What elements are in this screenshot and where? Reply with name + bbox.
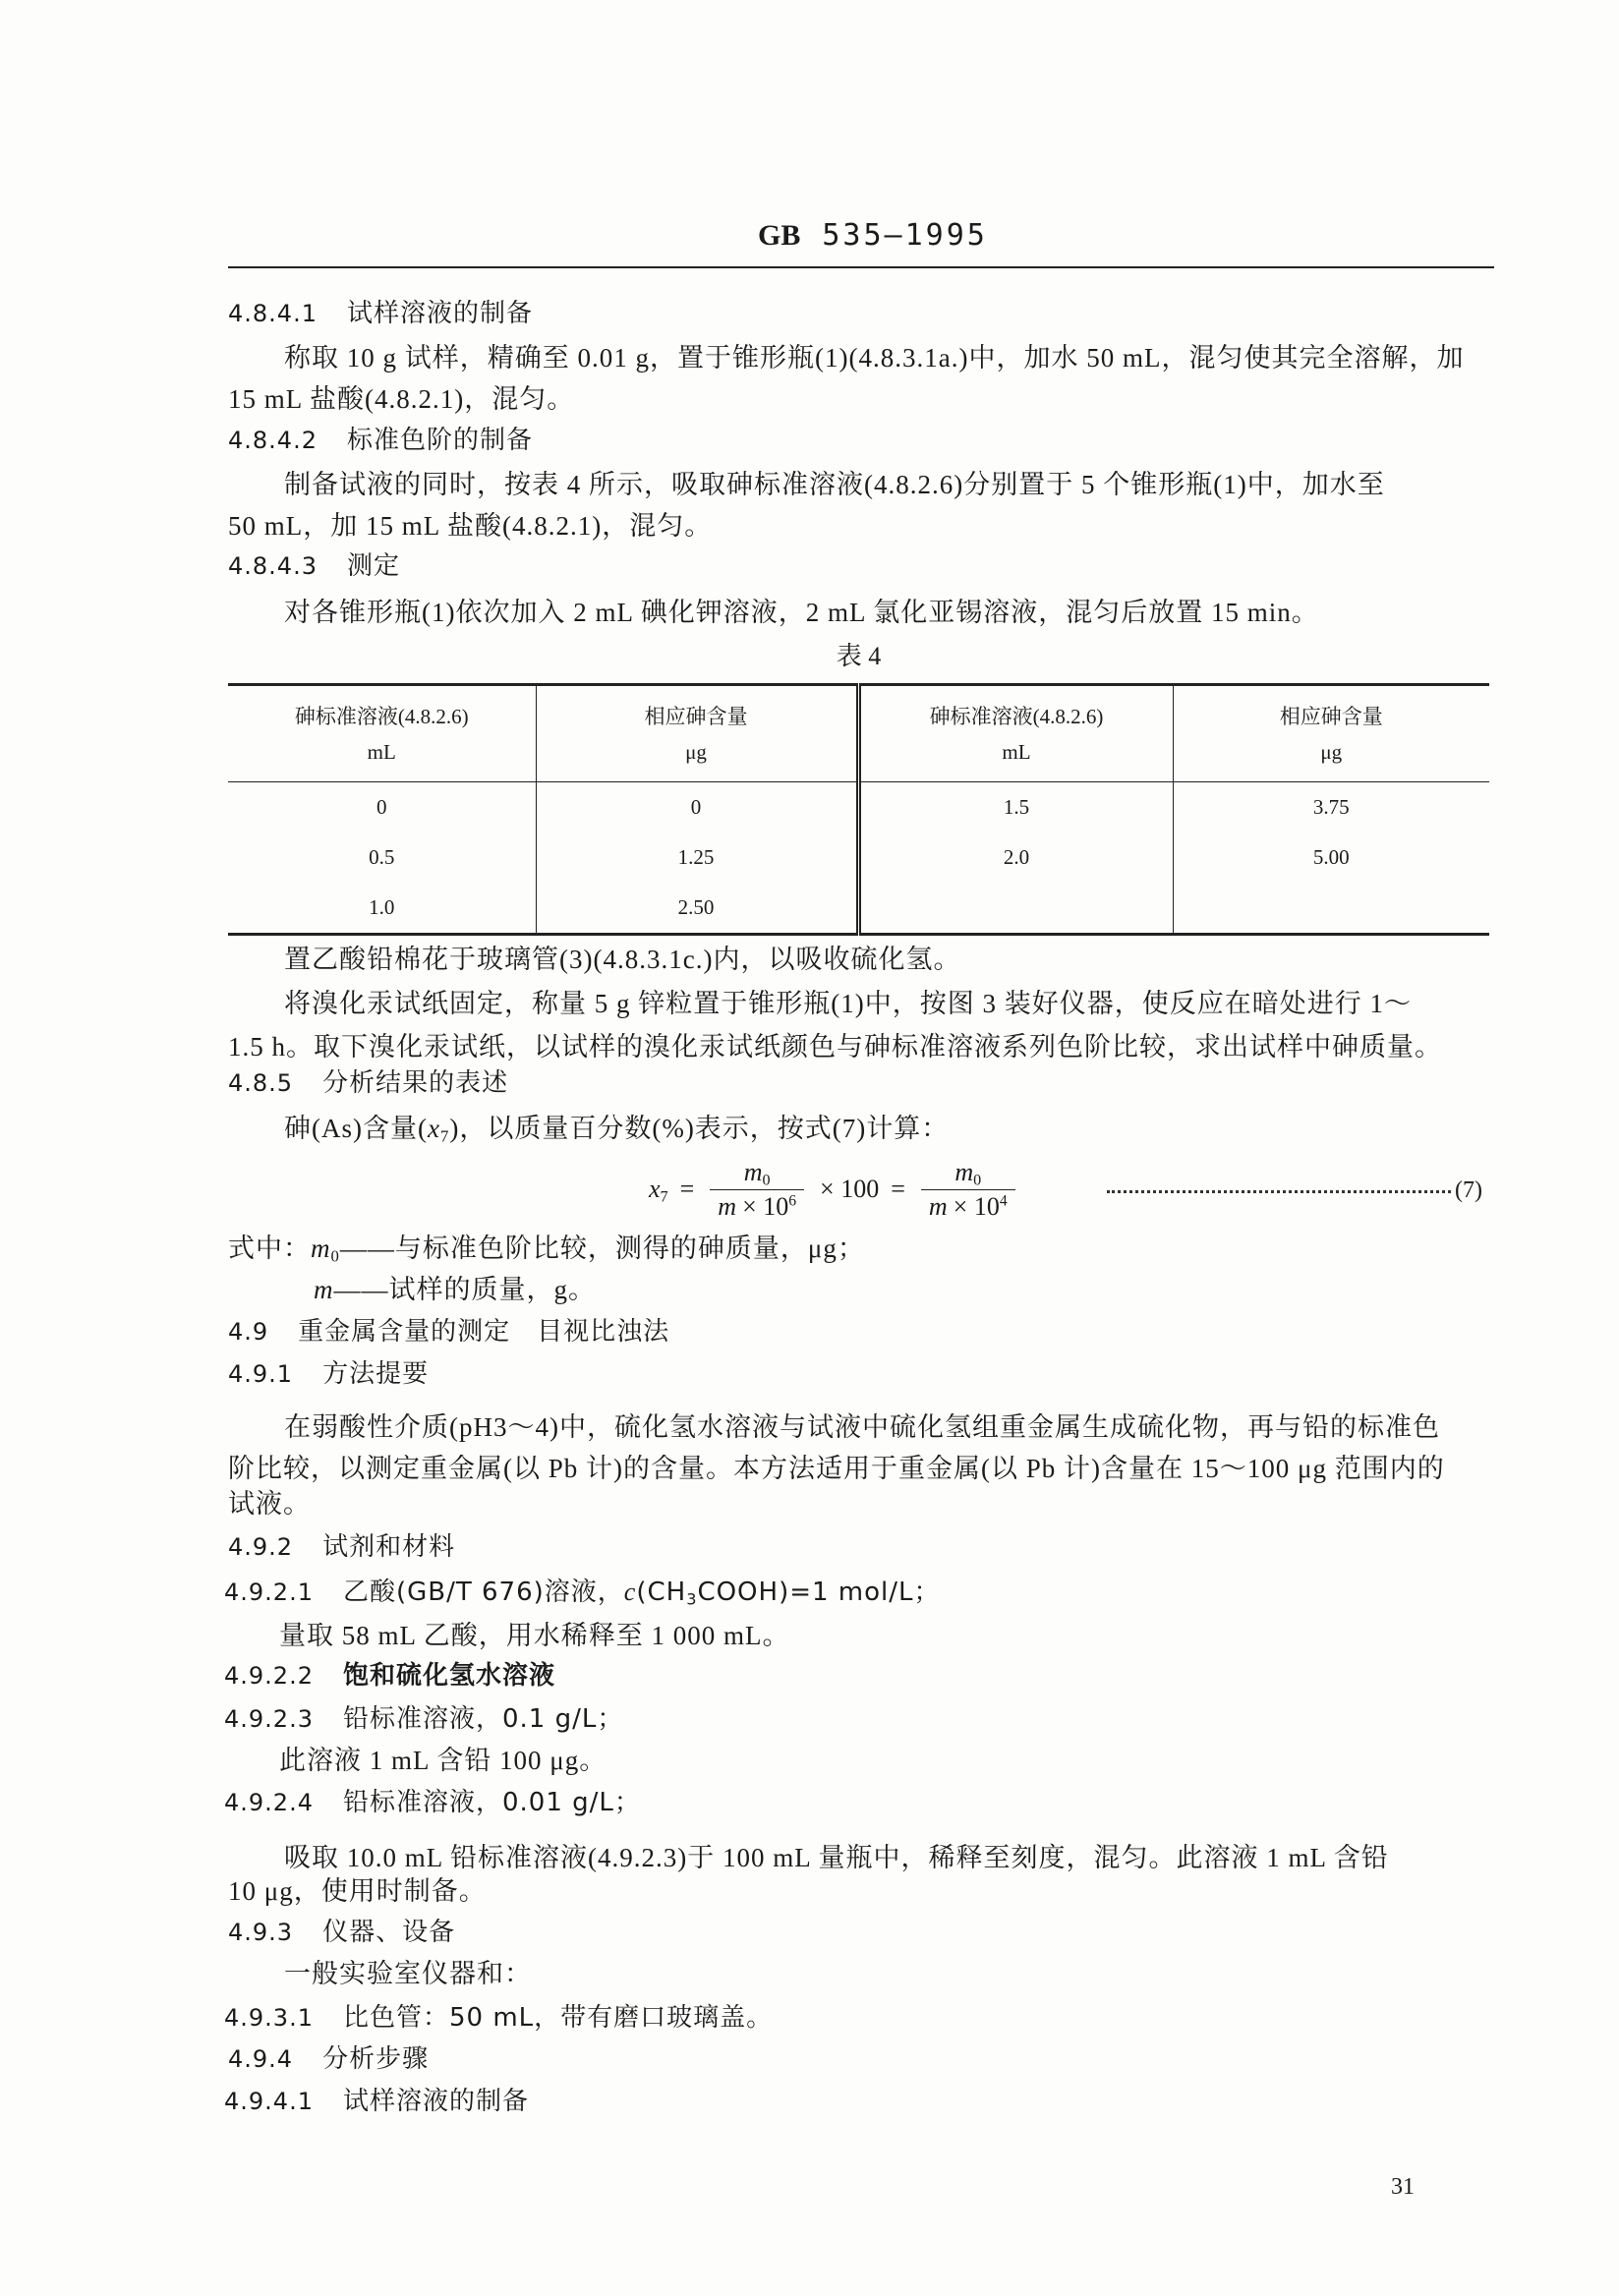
clause-number: 4.9.2.3 xyxy=(224,1705,314,1733)
clause-4-8-4-3 xyxy=(228,551,400,581)
clause-number: 4.8.5 xyxy=(228,1069,294,1097)
table-cell: 2.0 xyxy=(858,832,1173,883)
variable-m: m xyxy=(928,1191,948,1221)
paragraph-line: 试液。 xyxy=(228,1489,311,1519)
clause-title: 分析结果的表述 xyxy=(322,1068,509,1098)
variable-x: x xyxy=(649,1175,661,1203)
header-rule xyxy=(228,266,1494,268)
clause-title: 试样溶液的制备 xyxy=(346,299,533,328)
clause-title: 比色管：50 mL，带有磨口玻璃盖。 xyxy=(342,2003,774,2033)
clause-4-9-2 xyxy=(228,1532,455,1562)
column-name: 相应砷含量 xyxy=(644,704,748,728)
clause-title: 分析步骤 xyxy=(322,2044,430,2074)
paragraph-line: 称取 10 g 试样，精确至 0.01 g，置于锥形瓶(1)(4.8.3.1a.)中，加水 50 mL，混匀使其完全溶解，加 xyxy=(284,343,1465,373)
table-row xyxy=(228,832,1489,883)
clause-title: 铅标准溶液，0.01 g/L； xyxy=(342,1788,641,1817)
text-segment: )，以质量百分数(%)表示，按式(7)计算： xyxy=(449,1114,950,1143)
clause-number: 4.8.4.2 xyxy=(228,427,318,454)
clause-number: 4.9.4 xyxy=(228,2045,294,2073)
equation-number: (7) xyxy=(1455,1177,1482,1203)
clause-number: 4.8.4.1 xyxy=(228,300,318,327)
variable-m: m xyxy=(311,1234,331,1263)
dotted-leader xyxy=(1107,1190,1451,1193)
fraction-2 xyxy=(921,1157,1015,1223)
paragraph-line: 阶比较，以测定重金属(以 Pb 计)的含量。本方法适用于重金属(以 Pb 计)含量在 15～100 μg 范围内的 xyxy=(228,1454,1445,1483)
formula-lhs xyxy=(649,1175,668,1204)
page-number: 31 xyxy=(1391,2174,1415,2200)
equals-sign: = xyxy=(679,1175,695,1203)
variable-m: m xyxy=(314,1275,334,1304)
formula-7 xyxy=(649,1152,1019,1227)
column-name: 砷标准溶液(4.8.2.6) xyxy=(929,704,1104,728)
paragraph-line: 50 mL，加 15 mL 盐酸(4.8.2.1)，混匀。 xyxy=(228,511,713,541)
clause-4-9-2-4 xyxy=(224,1788,641,1817)
clause-title: 重金属含量的测定 目视比浊法 xyxy=(298,1317,670,1347)
standard-code-number: 535—1995 xyxy=(822,218,988,253)
column-name: 砷标准溶液(4.8.2.6) xyxy=(294,704,469,728)
clause-number: 4.9.2.1 xyxy=(224,1578,314,1606)
paragraph-line: 在弱酸性介质(pH3～4)中，硫化氢水溶液与试液中硫化氢组重金属生成硫化物，再与铅的标准色 xyxy=(284,1412,1440,1442)
paragraph-line xyxy=(284,1114,950,1146)
subscript: 3 xyxy=(686,1589,698,1609)
paragraph-line: 量取 58 mL 乙酸，用水稀释至 1 000 mL。 xyxy=(279,1621,790,1650)
table-caption: 表 4 xyxy=(836,642,882,670)
standard-code-header xyxy=(758,218,988,254)
exponent: 4 xyxy=(999,1191,1008,1209)
column-name: 相应砷含量 xyxy=(1279,704,1383,728)
subscript: 0 xyxy=(973,1172,982,1188)
column-unit: μg xyxy=(685,739,707,764)
clause-4-9-4 xyxy=(228,2044,429,2074)
paragraph-line: 15 mL 盐酸(4.8.2.1)，混匀。 xyxy=(228,384,575,414)
where-label: 式中： xyxy=(228,1234,311,1263)
table-cell: 3.75 xyxy=(1312,795,1350,819)
denominator-factor: × 10 xyxy=(953,1191,1000,1221)
paragraph-line: 置乙酸铅棉花于玻璃管(3)(4.8.3.1c.)内，以吸收硫化氢。 xyxy=(284,945,961,974)
clause-4-9 xyxy=(228,1317,669,1347)
clause-4-9-3-1 xyxy=(224,2003,773,2033)
equals-sign: = xyxy=(891,1175,905,1203)
table-header-cell xyxy=(858,685,1173,782)
column-unit: mL xyxy=(367,739,396,764)
denominator-factor: × 10 xyxy=(742,1191,789,1221)
denominator xyxy=(710,1189,804,1223)
table-cell: 0 xyxy=(536,782,858,833)
variable-m: m xyxy=(954,1157,974,1186)
column-unit: μg xyxy=(1320,739,1343,764)
clause-title: 方法提要 xyxy=(322,1359,430,1389)
clause-number: 4.8.4.3 xyxy=(228,552,318,580)
paragraph-line: 制备试液的同时，按表 4 所示，吸取砷标准溶液(4.8.2.6)分别置于 5 个锥形瓶(1)中，加水至 xyxy=(284,470,1385,499)
table-header-cell xyxy=(228,685,536,782)
text-segment: COOH)=1 mol/L； xyxy=(697,1578,941,1607)
standard-code-prefix: GB xyxy=(758,219,801,252)
table-cell-empty xyxy=(1173,883,1489,935)
text-segment: (CH xyxy=(636,1578,687,1607)
table-cell-empty xyxy=(858,883,1173,935)
clause-number: 4.9.3.1 xyxy=(224,2004,314,2032)
clause-number: 4.9 xyxy=(228,1318,269,1346)
clause-4-8-5 xyxy=(228,1068,508,1098)
table-cell: 1.0 xyxy=(228,883,536,935)
clause-4-8-4-2 xyxy=(228,426,533,455)
clause-number: 4.9.3 xyxy=(228,1919,294,1946)
subscript: 0 xyxy=(762,1172,771,1188)
table-header-cell xyxy=(536,685,858,782)
text-segment: 乙酸(GB/T 676)溶液， xyxy=(342,1578,624,1607)
numerator xyxy=(947,1157,989,1189)
clause-number: 4.9.2 xyxy=(228,1533,294,1561)
paragraph-line: 10 μg，使用时制备。 xyxy=(228,1876,487,1906)
table-cell: 1.25 xyxy=(536,832,858,883)
clause-number: 4.9.2.2 xyxy=(224,1662,314,1690)
clause-title: 饱和硫化氢水溶液 xyxy=(342,1661,555,1691)
where-line xyxy=(314,1275,596,1304)
multiplier: × 100 xyxy=(820,1175,880,1203)
clause-title: 试样溶液的制备 xyxy=(342,2087,529,2116)
paragraph-line: 将溴化汞试纸固定，称量 5 g 锌粒置于锥形瓶(1)中，按图 3 装好仪器，使反应在暗处进行 1～ xyxy=(284,989,1412,1018)
table-header-row xyxy=(228,685,1489,782)
clause-number: 4.9.4.1 xyxy=(224,2088,314,2115)
clause-title: 铅标准溶液，0.1 g/L； xyxy=(342,1704,624,1734)
table-cell: 2.50 xyxy=(536,883,858,935)
table-row xyxy=(228,782,1489,833)
table-row xyxy=(228,883,1489,935)
clause-number: 4.9.2.4 xyxy=(224,1789,314,1816)
clause-4-8-4-1 xyxy=(228,299,533,328)
clause-number: 4.9.1 xyxy=(228,1360,294,1388)
variable-x: x xyxy=(427,1114,440,1143)
subscript: 7 xyxy=(660,1188,668,1206)
table-cell: 0 xyxy=(228,782,536,833)
variable-c: c xyxy=(623,1578,637,1606)
paragraph-line: 吸取 10.0 mL 铅标准溶液(4.9.2.3)于 100 mL 量瓶中，稀释至刻度，混匀。此溶液 1 mL 含铅 xyxy=(284,1843,1389,1872)
clause-4-9-1 xyxy=(228,1359,429,1389)
text-segment: 砷(As)含量( xyxy=(284,1114,428,1143)
column-unit: mL xyxy=(1002,739,1031,764)
table-4 xyxy=(228,683,1489,936)
variable-m: m xyxy=(718,1191,737,1221)
clause-title: 测定 xyxy=(346,551,400,581)
exponent: 6 xyxy=(788,1191,797,1209)
table-header-cell xyxy=(1173,685,1489,782)
table-cell: 0.5 xyxy=(228,832,536,883)
denominator xyxy=(921,1189,1015,1223)
subscript: 7 xyxy=(439,1126,450,1146)
fraction-1 xyxy=(710,1157,804,1223)
table-cell: 5.00 xyxy=(1312,845,1350,869)
clause-title: 仪器、设备 xyxy=(322,1918,456,1947)
paragraph-line: 对各锥形瓶(1)依次加入 2 mL 碘化钾溶液，2 mL 氯化亚锡溶液，混匀后放置 15 min。 xyxy=(284,598,1319,627)
where-line xyxy=(228,1234,865,1266)
clause-4-9-4-1 xyxy=(224,2087,529,2116)
clause-4-9-2-3 xyxy=(224,1704,623,1734)
clause-4-9-2-1 xyxy=(224,1578,941,1607)
clause-4-9-3 xyxy=(228,1918,455,1947)
clause-title: 标准色阶的制备 xyxy=(346,426,533,455)
numerator xyxy=(736,1157,779,1189)
paragraph-line: 1.5 h。取下溴化汞试纸，以试样的溴化汞试纸颜色与砷标准溶液系列色阶比较，求出试样中砷质量。 xyxy=(228,1032,1442,1062)
clause-4-9-2-2 xyxy=(224,1661,555,1691)
table-cell: 1.5 xyxy=(858,782,1173,833)
variable-m: m xyxy=(743,1157,763,1186)
where-description: ——与标准色阶比较，测得的砷质量，μg； xyxy=(339,1234,865,1263)
where-description: ——试样的质量，g。 xyxy=(333,1275,596,1304)
subscript: 0 xyxy=(330,1246,340,1266)
clause-title: 试剂和材料 xyxy=(322,1532,456,1562)
paragraph-line: 此溶液 1 mL 含铅 100 μg。 xyxy=(279,1746,607,1775)
paragraph-line: 一般实验室仪器和： xyxy=(284,1959,532,1988)
clause-title xyxy=(343,1578,941,1607)
